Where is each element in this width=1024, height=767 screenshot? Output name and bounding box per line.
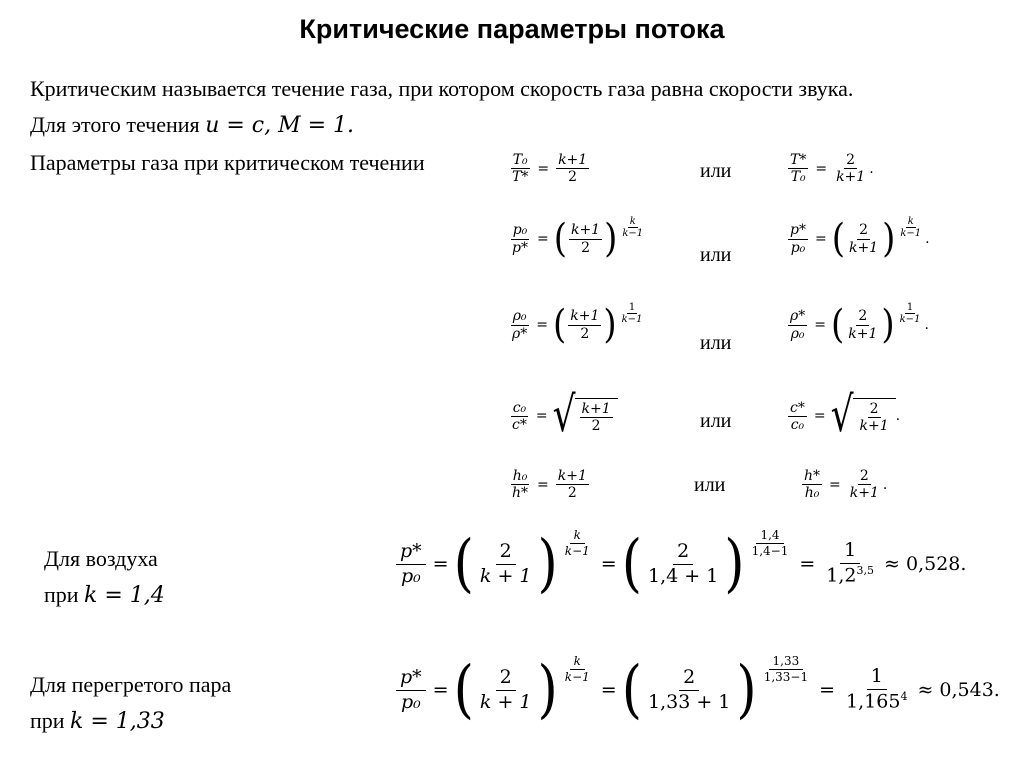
denominator: ρ₀ [790,325,805,342]
left-paren: ( [453,528,474,600]
equals-sign: = [537,160,550,177]
relation-density-rhs [786,302,929,348]
denominator: k+1 [849,485,879,502]
denominator [842,690,911,714]
denominator: k−1 [564,670,590,685]
intro-line-params: Параметры газа при критическом течении [30,150,425,175]
denominator: p₀ [790,239,806,256]
equals-sign: = [814,231,827,247]
right-paren: ) [882,216,896,262]
denominator: h* [512,485,529,502]
left-paren: ( [831,216,845,262]
period: . [925,231,930,247]
fraction [847,222,880,255]
fraction [834,152,867,185]
denominator: 2 [567,485,577,502]
equals-sign: = [814,317,826,333]
square-root: √ $\frac{2}{k+1}$ [831,398,896,434]
numerator: k [570,528,585,544]
fraction [556,468,589,501]
fraction [788,222,808,255]
denominator: k−1 [621,314,643,325]
denominator: 1,33 + 1 [647,690,731,713]
relation-pressure-rhs [786,216,930,262]
intro-line-condition [30,112,354,138]
equals-sign: = [815,160,828,177]
exponent [559,528,596,559]
left-paren: ( [552,302,567,348]
denominator: 2 [581,239,590,256]
equals-sign: = [537,476,549,493]
right-paren: ) [537,528,558,600]
equals-sign: = [600,679,617,701]
denominator: k−1 [622,228,644,239]
numerator: k [629,216,636,227]
exponent [559,654,596,685]
fraction [842,665,911,714]
fraction [788,152,808,185]
numerator: k [907,216,914,227]
denominator: 2 [580,325,590,342]
denominator: k + 1 [479,564,532,587]
k-value: k = 1,4 [84,583,165,608]
numerator: k+1 [581,401,611,417]
numerator: p₀ [512,222,528,239]
denominator: k+1 [859,418,889,435]
equals-sign: = [536,231,549,247]
example-air-k [44,582,165,608]
relation-temperature-lhs [508,152,591,185]
fraction [510,308,529,341]
exponent [896,216,925,239]
right-paren: ) [537,654,558,726]
denominator: 1,4 + 1 [647,564,719,587]
exponent [896,302,925,325]
relation-density-lhs [508,302,646,348]
numerator: k+1 [557,468,587,484]
numerator: 2 [496,666,516,691]
equals-sign: = [799,553,816,575]
approx-result: ≈ 0,528. [884,553,967,575]
example-air-label: Для воздуха [44,546,158,571]
numerator: T* [790,152,807,168]
denominator: T* [512,169,529,186]
fraction [822,539,878,588]
numerator: ρ* [790,308,806,325]
denominator: h₀ [804,485,820,502]
numerator: 2 [859,468,869,484]
numerator: h* [804,468,821,484]
numerator: 1 [867,665,887,690]
numerator: 1,4 [756,528,783,544]
connector-or: или [700,244,732,266]
relation-enthalpy-rhs [800,468,887,501]
fraction [848,468,881,501]
denominator: 1,33−1 [763,670,809,685]
fraction [644,540,722,589]
equals-sign: = [600,553,617,575]
numerator: 1,33 [769,654,804,670]
denominator: k + 1 [479,690,532,713]
left-paren: ( [453,654,474,726]
denominator: k−1 [899,314,921,325]
denominator: p* [512,239,528,256]
denominator [822,564,878,588]
condition-formula: u = c, M = 1. [205,113,355,138]
fraction [510,222,530,255]
example-steam-label: Для перегретого пара [30,672,232,697]
period: . [924,317,929,333]
power: 3,5 [856,564,875,578]
fraction [802,468,822,501]
numerator: c* [790,399,805,416]
relation-temperature-rhs [786,152,874,185]
period: . [869,160,874,177]
fraction [846,308,879,341]
denominator: 1,4−1 [751,544,789,559]
connector-or: или [700,332,732,354]
equals-sign: = [536,317,548,333]
connector-or: или [700,410,732,432]
numerator: p* [790,222,806,239]
fraction [510,152,530,185]
left-paren: ( [830,302,845,348]
fraction [788,308,807,341]
example-steam-k [30,708,165,734]
k-prefix: при [44,582,79,607]
period: . [882,476,888,493]
numerator: c₀ [512,399,527,416]
numerator: 1 [628,302,636,313]
connector-or: или [700,160,732,182]
fraction [396,666,426,715]
right-paren: ) [603,302,617,348]
denominator: k−1 [564,544,590,559]
connector-or: или [694,474,726,496]
numerator: h₀ [512,468,528,484]
left-paren: ( [621,528,642,600]
denominator: p₀ [400,690,421,713]
base: 1,165 [846,690,901,713]
right-paren: ) [736,654,757,726]
fraction [396,540,426,589]
denominator: c₀ [790,416,805,433]
fraction [644,666,734,715]
numerator: T₀ [512,152,528,168]
right-paren: ) [724,528,745,600]
fraction [556,152,589,185]
numerator: 1 [840,539,860,564]
approx-result: ≈ 0,543. [917,679,1000,701]
k-prefix: при [30,708,65,733]
equals-sign: = [829,476,841,493]
fraction [510,468,530,501]
numerator: ρ₀ [512,308,527,325]
equals-sign: = [535,408,548,425]
numerator: 2 [869,401,879,417]
period: . [895,408,901,425]
denominator: k+1 [848,239,879,256]
example-steam-formula [394,654,1000,726]
denominator: k+1 [836,169,866,186]
denominator: T₀ [790,169,806,186]
relation-sound-speed-rhs [786,387,901,444]
relation-pressure-lhs [508,216,647,262]
numerator: 2 [496,540,516,565]
left-paren: ( [621,654,642,726]
denominator: 2 [568,169,578,186]
numerator: 2 [859,222,868,239]
numerator: k [570,654,585,670]
fraction [476,666,536,715]
equals-sign: = [813,408,826,425]
numerator: k+1 [558,152,588,168]
example-air-formula [394,528,967,600]
fraction [569,222,602,255]
page-title: Критические параметры потока [299,14,725,44]
numerator: k+1 [570,222,601,239]
exponent [618,216,647,239]
fraction [568,308,601,341]
exponent [746,528,795,559]
numerator: k+1 [570,308,600,325]
power: 4 [900,690,908,704]
exponent [618,302,647,325]
condition-label: Для этого течения [30,112,200,137]
denominator: k−1 [900,228,922,239]
fraction [788,400,807,433]
equals-sign: = [432,679,449,701]
relation-sound-speed-lhs [508,387,618,444]
denominator: c* [512,416,527,433]
exponent [758,654,814,685]
fraction [510,400,529,433]
numerator: 2 [846,152,856,168]
numerator: p* [396,666,426,691]
right-paren: ) [604,216,618,262]
numerator: p* [396,540,426,565]
square-root: √ $\frac{k+1}{2}$ [553,398,618,434]
right-paren: ) [881,302,895,348]
left-paren: ( [553,216,567,262]
k-value: k = 1,33 [70,709,165,734]
numerator: 2 [858,308,868,325]
denominator: 2 [591,418,601,435]
equals-sign: = [432,553,449,575]
base: 1,2 [826,564,857,587]
fraction [476,540,536,589]
intro-line-definition: Критическим называется течение газа, при котором скорость газа равна скорости звука. [30,76,854,101]
denominator: p₀ [400,564,421,587]
numerator: 2 [679,666,699,691]
denominator: k+1 [848,325,878,342]
numerator: 1 [906,302,914,313]
numerator: 2 [673,540,693,565]
denominator: ρ* [512,325,528,342]
equals-sign: = [819,679,836,701]
relation-enthalpy-lhs [508,468,591,501]
